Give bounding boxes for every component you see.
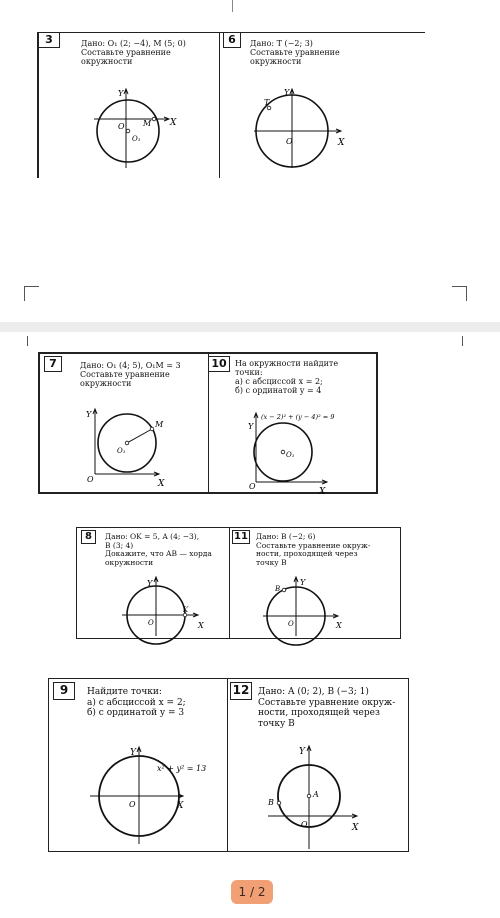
coordinate-diagram (209, 354, 378, 496)
label-o: O (129, 800, 136, 809)
label-b: B (275, 585, 281, 593)
label-x: X (338, 138, 345, 148)
problem-text: Найдите точки: а) с абсциссой x = 2; б) с ординатой y = 3 (87, 687, 186, 718)
problem-card-8-11 (76, 527, 401, 639)
label-x: X (352, 823, 359, 833)
problem-text: Дано: A (0; 2), B (−3; 1) Составьте уравнение окруж- ности, проходящей через точку B (258, 687, 396, 729)
label-k: K (183, 606, 189, 614)
label-y: Y (147, 579, 153, 588)
label-t: T (264, 98, 270, 107)
page-indicator: 1 / 2 (231, 880, 273, 904)
problem-7 (40, 354, 209, 492)
page-edge-mark (232, 0, 233, 12)
label-o1: O₁ (117, 447, 126, 455)
label-x: X (336, 621, 342, 630)
label-o: O (249, 482, 256, 491)
label-a: A (313, 790, 319, 799)
problem-number: 3 (38, 32, 60, 48)
crop-mark-bottom-left (24, 286, 39, 301)
problem-number: 11 (232, 530, 250, 544)
label-x: X (170, 118, 177, 128)
coordinate-diagram (230, 528, 400, 640)
coordinate-diagram (77, 528, 230, 640)
problem-number: 7 (44, 356, 62, 372)
label-y: Y (299, 747, 305, 757)
center-point (125, 441, 129, 445)
label-m: M (155, 420, 164, 429)
coordinate-diagram (228, 679, 407, 853)
problem-12 (228, 679, 407, 851)
problem-text: Дано: T (−2; 3) Составьте уравнение окружности (250, 39, 340, 66)
problem-text: На окружности найдите точки: а) с абсциссой x = 2; б) с ординатой y = 4 (235, 359, 339, 395)
label-x: X (177, 801, 184, 811)
label-o: O (286, 137, 293, 146)
document-page-1 (0, 0, 500, 322)
problem-text: Дано: O₁ (4; 5), O₁M = 3 Составьте уравнение окружности (80, 361, 181, 388)
coordinate-diagram (39, 33, 222, 178)
label-x: X (319, 487, 326, 497)
point-a (307, 794, 311, 798)
label-y: Y (118, 89, 124, 98)
label-o: O (118, 122, 125, 131)
circle-equation: x² + y² = 13 (157, 764, 207, 773)
label-m: M (143, 119, 152, 128)
label-y: Y (300, 578, 306, 587)
crop-mark-top-right (462, 336, 464, 346)
crop-mark-bottom-right (452, 286, 467, 301)
problem-number: 10 (208, 356, 230, 372)
point-b (282, 588, 286, 592)
label-o1: O₁ (132, 135, 141, 143)
center-point (281, 450, 285, 454)
problem-card-row-1 (37, 32, 425, 178)
problem-text: Дано: OK = 5, A (4; −3), B (3; 4) Докажите, что AB — хорда окружности (105, 532, 212, 567)
label-o1: O₁ (286, 451, 295, 459)
label-y: Y (284, 88, 290, 97)
coordinate-diagram (49, 679, 228, 853)
label-o: O (288, 620, 294, 628)
problem-card-9-12 (48, 678, 409, 852)
label-y: Y (248, 422, 254, 431)
point-m (152, 117, 156, 121)
label-o: O (301, 820, 308, 829)
label-x: X (158, 479, 165, 489)
problem-8 (77, 528, 230, 638)
circle-equation: (x − 2)² + (y − 4)² = 9 (261, 413, 335, 421)
label-y: Y (86, 410, 92, 419)
crop-mark-top-left (26, 336, 28, 346)
problem-number: 6 (223, 32, 241, 48)
problem-9 (49, 679, 228, 851)
center-point (126, 129, 130, 133)
problem-text: Дано: B (−2; 6) Составьте уравнение окруж- ности, проходящей через точку B (256, 532, 371, 567)
radius-segment (127, 429, 152, 443)
problem-number: 12 (230, 682, 252, 700)
point-m (150, 427, 154, 431)
label-o: O (148, 619, 154, 627)
problem-11 (230, 528, 400, 638)
problem-text: Дано: O₁ (2; −4), M (5; 0) Составьте уравнение окружности (81, 39, 186, 66)
problem-card-7-10 (38, 352, 378, 497)
label-y: Y (130, 748, 136, 758)
coordinate-diagram (220, 33, 425, 178)
problem-10 (209, 354, 378, 497)
document-page-2 (0, 332, 500, 918)
label-o: O (87, 475, 94, 484)
coordinate-diagram (40, 354, 209, 496)
problem-number: 9 (53, 682, 75, 700)
label-b: B (268, 798, 274, 807)
problem-6 (220, 33, 425, 178)
label-x: X (198, 621, 204, 630)
problem-3 (37, 33, 220, 178)
problem-number: 8 (81, 530, 96, 544)
point-b (277, 801, 281, 805)
